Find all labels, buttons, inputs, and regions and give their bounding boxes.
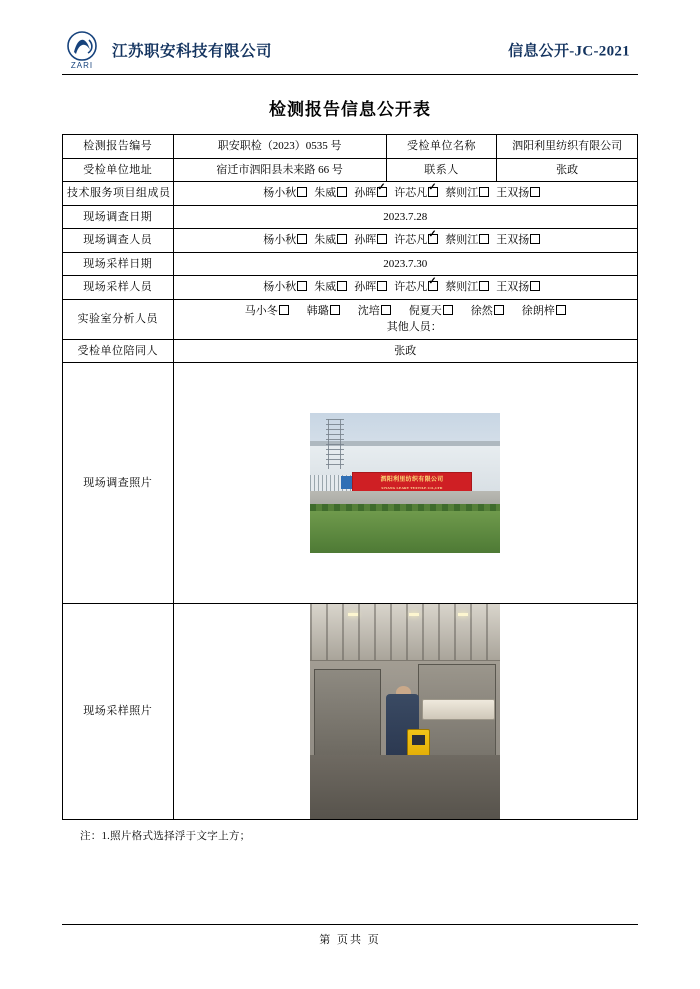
report-no-label: 检测报告编号 — [63, 135, 174, 159]
sampling-photo-label: 现场采样照片 — [63, 604, 174, 820]
checkbox[interactable] — [381, 305, 391, 315]
person-name: 孙晖 — [354, 187, 377, 199]
person-name: 蔡则江 — [445, 187, 479, 199]
person-name: 孙晖 — [354, 234, 377, 246]
company-name: 江苏职安科技有限公司 — [112, 43, 273, 60]
person-checkbox-item[interactable] — [354, 185, 387, 202]
checkbox[interactable] — [428, 187, 438, 197]
person-checkbox-item[interactable] — [496, 232, 540, 249]
table-row — [63, 182, 638, 206]
escort-label: 受检单位陪同人 — [63, 339, 174, 363]
document-code: 信息公开-JC-2021 — [508, 43, 630, 60]
checkbox[interactable] — [530, 281, 540, 291]
factory-gate-photo — [310, 413, 500, 553]
lab-staff-list — [196, 303, 633, 320]
person-name: 孙晖 — [354, 281, 377, 293]
checkbox[interactable] — [297, 281, 307, 291]
checkbox[interactable] — [494, 305, 504, 315]
client-value: 泗阳利里纺织有限公司 — [497, 135, 638, 159]
checkbox[interactable] — [330, 305, 340, 315]
person-checkbox-item[interactable] — [394, 185, 438, 202]
brand-block — [62, 30, 272, 70]
table-row — [63, 252, 638, 276]
sampling-date-label: 现场采样日期 — [63, 252, 174, 276]
page-header — [62, 26, 638, 75]
survey-photo-cell — [173, 363, 637, 604]
person-name: 许芯凡 — [394, 281, 428, 293]
table-row — [63, 604, 638, 820]
person-checkbox-item[interactable] — [445, 232, 489, 249]
person-name: 韩璐 — [306, 304, 329, 317]
person-name: 王双扬 — [496, 234, 530, 246]
svg-text:ZARI: ZARI — [70, 61, 94, 70]
person-checkbox-item[interactable] — [496, 185, 540, 202]
person-name: 杨小秋 — [263, 281, 297, 293]
person-checkbox-item[interactable] — [471, 303, 504, 320]
table-row — [63, 205, 638, 229]
survey-staff-cell — [173, 229, 637, 253]
checkbox[interactable] — [479, 281, 489, 291]
client-label: 受检单位名称 — [386, 135, 497, 159]
table-row — [63, 276, 638, 300]
checkbox[interactable] — [530, 234, 540, 244]
person-checkbox-item[interactable] — [263, 279, 307, 296]
person-name: 徐然 — [470, 304, 493, 317]
workshop-photo — [310, 604, 500, 819]
person-checkbox-item[interactable] — [263, 185, 307, 202]
page-title: 检测报告信息公开表 — [269, 100, 431, 119]
footnote: 注：1.照片格式选择浮于文字上方； — [80, 831, 251, 842]
factory-sign-subtext: SIYANG LEARY TEXTILE CO.,LTD — [381, 486, 443, 491]
sampling-staff-cell — [173, 276, 637, 300]
checkbox[interactable] — [337, 281, 347, 291]
person-checkbox-item[interactable] — [522, 303, 566, 320]
person-checkbox-item[interactable] — [314, 279, 347, 296]
person-name: 杨小秋 — [263, 234, 297, 246]
table-row — [63, 363, 638, 604]
checkbox[interactable] — [377, 234, 387, 244]
person-checkbox-item[interactable] — [496, 279, 540, 296]
person-name: 蔡则江 — [445, 234, 479, 246]
checkbox[interactable] — [337, 234, 347, 244]
table-row — [63, 135, 638, 159]
person-name: 许芯凡 — [394, 187, 428, 199]
person-name: 徐朗梓 — [521, 304, 555, 317]
person-checkbox-item[interactable] — [394, 232, 438, 249]
person-checkbox-item[interactable] — [245, 303, 289, 320]
person-checkbox-item[interactable] — [445, 185, 489, 202]
survey-date-label: 现场调查日期 — [63, 205, 174, 229]
person-name: 沈培 — [357, 304, 380, 317]
address-value: 宿迁市泗阳县未来路 66 号 — [173, 158, 386, 182]
survey-date-value: 2023.7.28 — [173, 205, 637, 229]
person-checkbox-item[interactable] — [445, 279, 489, 296]
checkbox[interactable] — [479, 187, 489, 197]
person-checkbox-item[interactable] — [358, 303, 391, 320]
escort-value: 张政 — [173, 339, 637, 363]
sampling-photo — [174, 604, 637, 819]
table-row — [63, 158, 638, 182]
checkbox[interactable] — [428, 281, 438, 291]
report-info-table — [62, 134, 638, 820]
person-checkbox-item[interactable] — [354, 232, 387, 249]
person-checkbox-item[interactable] — [314, 185, 347, 202]
person-name: 朱威 — [314, 281, 337, 293]
checkbox[interactable] — [443, 305, 453, 315]
team-label: 技术服务项目组成员 — [63, 182, 174, 206]
person-checkbox-item[interactable] — [394, 279, 438, 296]
person-name: 朱威 — [314, 234, 337, 246]
checkbox[interactable] — [377, 281, 387, 291]
survey-photo — [174, 363, 637, 603]
factory-sign-text: 泗阳利里纺织有限公司 — [380, 477, 444, 484]
person-checkbox-item[interactable] — [354, 279, 387, 296]
checkbox[interactable] — [337, 187, 347, 197]
lab-staff-label: 实验室分析人员 — [63, 299, 174, 339]
person-name: 杨小秋 — [263, 187, 297, 199]
person-name: 王双扬 — [496, 187, 530, 199]
checkbox[interactable] — [377, 187, 387, 197]
sampling-staff-label: 现场采样人员 — [63, 276, 174, 300]
survey-staff-label: 现场调查人员 — [63, 229, 174, 253]
table-row — [63, 229, 638, 253]
person-name: 许芯凡 — [394, 234, 428, 246]
survey-photo-label: 现场调查照片 — [63, 363, 174, 604]
table-row — [63, 299, 638, 339]
person-checkbox-item[interactable] — [314, 232, 347, 249]
checkbox[interactable] — [279, 305, 289, 315]
report-no-value: 职安职检（2023）0535 号 — [173, 135, 386, 159]
person-name: 马小冬 — [244, 304, 278, 317]
sampling-date-value: 2023.7.30 — [173, 252, 637, 276]
table-row — [63, 339, 638, 363]
lab-other-label: 其他人员： — [386, 321, 442, 333]
person-checkbox-item[interactable] — [263, 232, 307, 249]
lab-staff-cell — [173, 299, 637, 339]
person-name: 蔡则江 — [445, 281, 479, 293]
checkbox[interactable] — [297, 234, 307, 244]
contact-value: 张政 — [497, 158, 638, 182]
company-logo-icon — [62, 30, 106, 70]
checkbox[interactable] — [530, 187, 540, 197]
person-name: 朱威 — [314, 187, 337, 199]
sampling-photo-cell — [173, 604, 637, 820]
person-checkbox-item[interactable] — [409, 303, 453, 320]
person-name: 倪夏天 — [408, 304, 442, 317]
checkbox[interactable] — [556, 305, 566, 315]
person-checkbox-item[interactable] — [307, 303, 340, 320]
checkbox[interactable] — [479, 234, 489, 244]
address-label: 受检单位地址 — [63, 158, 174, 182]
checkbox[interactable] — [428, 234, 438, 244]
team-members-cell — [173, 182, 637, 206]
checkbox[interactable] — [297, 187, 307, 197]
page-footer: 第 页共 页 — [62, 924, 638, 947]
contact-label: 联系人 — [386, 158, 497, 182]
person-name: 王双扬 — [496, 281, 530, 293]
